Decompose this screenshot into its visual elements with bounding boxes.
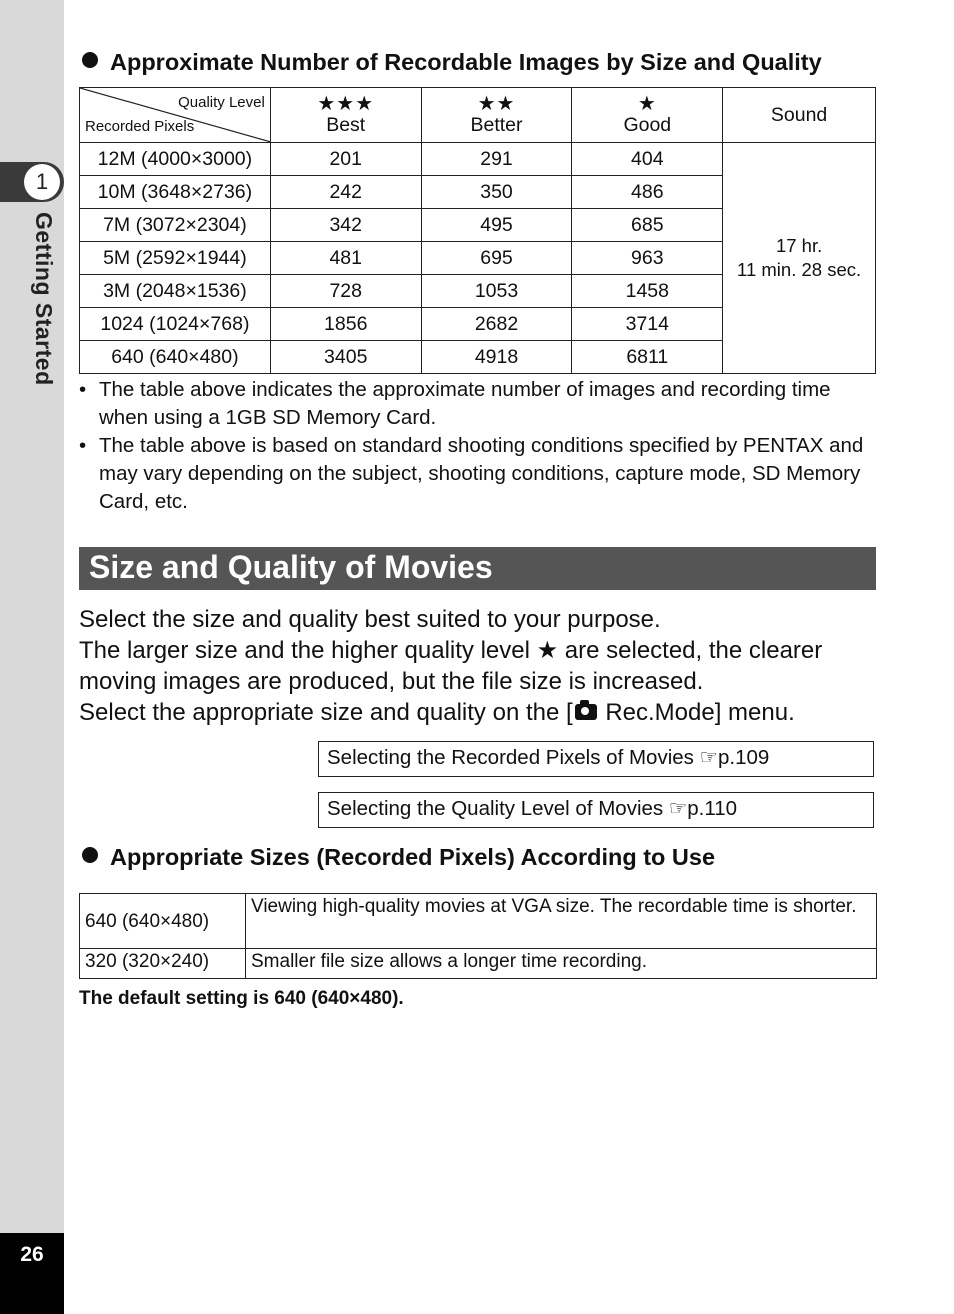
sound-time-hours: 17 hr. <box>775 235 823 256</box>
appropriate-sizes-heading: Appropriate Sizes (Recorded Pixels) According to Use <box>82 844 715 871</box>
page-number: 26 <box>20 1243 44 1266</box>
best-label: Best <box>326 114 366 136</box>
header-diagonal-cell <box>80 88 271 143</box>
note-item: • The table above indicates the approximate number of images and recording time when using a 1GB SD Memory Card. <box>79 376 879 432</box>
header-sound: Sound <box>723 88 876 143</box>
section-title: Size and Quality of Movies <box>89 549 493 585</box>
good-cell: 963 <box>572 242 723 275</box>
good-label: Good <box>623 114 672 136</box>
size-cell: 320 (320×240) <box>80 949 246 979</box>
bullet-dot-icon <box>82 52 98 68</box>
good-cell: 404 <box>572 143 723 176</box>
one-star-icon: ★ <box>637 93 657 115</box>
movies-description <box>79 604 879 728</box>
better-cell: 4918 <box>421 341 572 374</box>
chapter-title: Getting Started <box>31 212 57 386</box>
paragraph: Select the appropriate size and quality on the [ Rec.Mode] menu. <box>79 699 795 726</box>
sound-time-minutes: 11 min. 28 sec. <box>737 259 862 280</box>
good-cell: 3714 <box>572 308 723 341</box>
table-row <box>80 894 877 949</box>
reference-recorded-pixels[interactable]: Selecting the Recorded Pixels of Movies ☞p.109 <box>318 741 874 777</box>
table-row <box>80 143 876 176</box>
header-good <box>572 88 723 143</box>
size-cell: 10M (3648×2736) <box>80 176 271 209</box>
sound-time-cell <box>723 143 876 374</box>
recordable-images-heading: Approximate Number of Recordable Images by Size and Quality <box>82 49 822 76</box>
best-cell: 481 <box>270 242 421 275</box>
size-cell: 640 (640×480) <box>80 894 246 949</box>
bullet-dot-icon <box>82 847 98 863</box>
best-cell: 3405 <box>270 341 421 374</box>
recordable-images-table <box>79 87 876 374</box>
paragraph: The larger size and the higher quality level ★ are selected, the clearer moving images are produced, but the file size is increased. <box>79 637 823 695</box>
good-cell: 1458 <box>572 275 723 308</box>
size-cell: 640 (640×480) <box>80 341 271 374</box>
size-cell: 5M (2592×1944) <box>80 242 271 275</box>
better-cell: 1053 <box>421 275 572 308</box>
best-cell: 242 <box>270 176 421 209</box>
best-cell: 201 <box>270 143 421 176</box>
better-cell: 2682 <box>421 308 572 341</box>
note-item: • The table above is based on standard shooting conditions specified by PENTAX and may vary depending on the subject, shooting conditions, capture mode, SD Memory Card, etc. <box>79 432 879 516</box>
good-cell: 6811 <box>572 341 723 374</box>
appropriate-sizes-table <box>79 893 877 979</box>
better-cell: 695 <box>421 242 572 275</box>
size-cell: 7M (3072×2304) <box>80 209 271 242</box>
best-cell: 1856 <box>270 308 421 341</box>
table-header-row <box>80 88 876 143</box>
better-cell: 495 <box>421 209 572 242</box>
size-cell: 12M (4000×3000) <box>80 143 271 176</box>
size-cell: 1024 (1024×768) <box>80 308 271 341</box>
reference-quality-level[interactable]: Selecting the Quality Level of Movies ☞p.110 <box>318 792 874 828</box>
quality-level-label: Quality Level <box>178 94 265 111</box>
recorded-pixels-label: Recorded Pixels <box>85 118 195 135</box>
camera-icon <box>575 704 597 720</box>
good-cell: 486 <box>572 176 723 209</box>
better-cell: 291 <box>421 143 572 176</box>
default-setting-note: The default setting is 640 (640×480). <box>79 988 404 1009</box>
better-cell: 350 <box>421 176 572 209</box>
table-notes <box>79 376 879 516</box>
header-best <box>270 88 421 143</box>
use-description-cell: Viewing high-quality movies at VGA size. The recordable time is shorter. <box>246 894 877 949</box>
best-cell: 342 <box>270 209 421 242</box>
header-better <box>421 88 572 143</box>
use-description-cell: Smaller file size allows a longer time recording. <box>246 949 877 979</box>
good-cell: 685 <box>572 209 723 242</box>
paragraph: Select the size and quality best suited to your purpose. <box>79 606 661 633</box>
best-cell: 728 <box>270 275 421 308</box>
better-label: Better <box>470 114 523 136</box>
two-star-icon: ★★ <box>477 93 516 115</box>
table-row <box>80 949 877 979</box>
chapter-number: 1 <box>24 164 60 200</box>
three-star-icon: ★★★ <box>317 93 375 115</box>
size-cell: 3M (2048×1536) <box>80 275 271 308</box>
